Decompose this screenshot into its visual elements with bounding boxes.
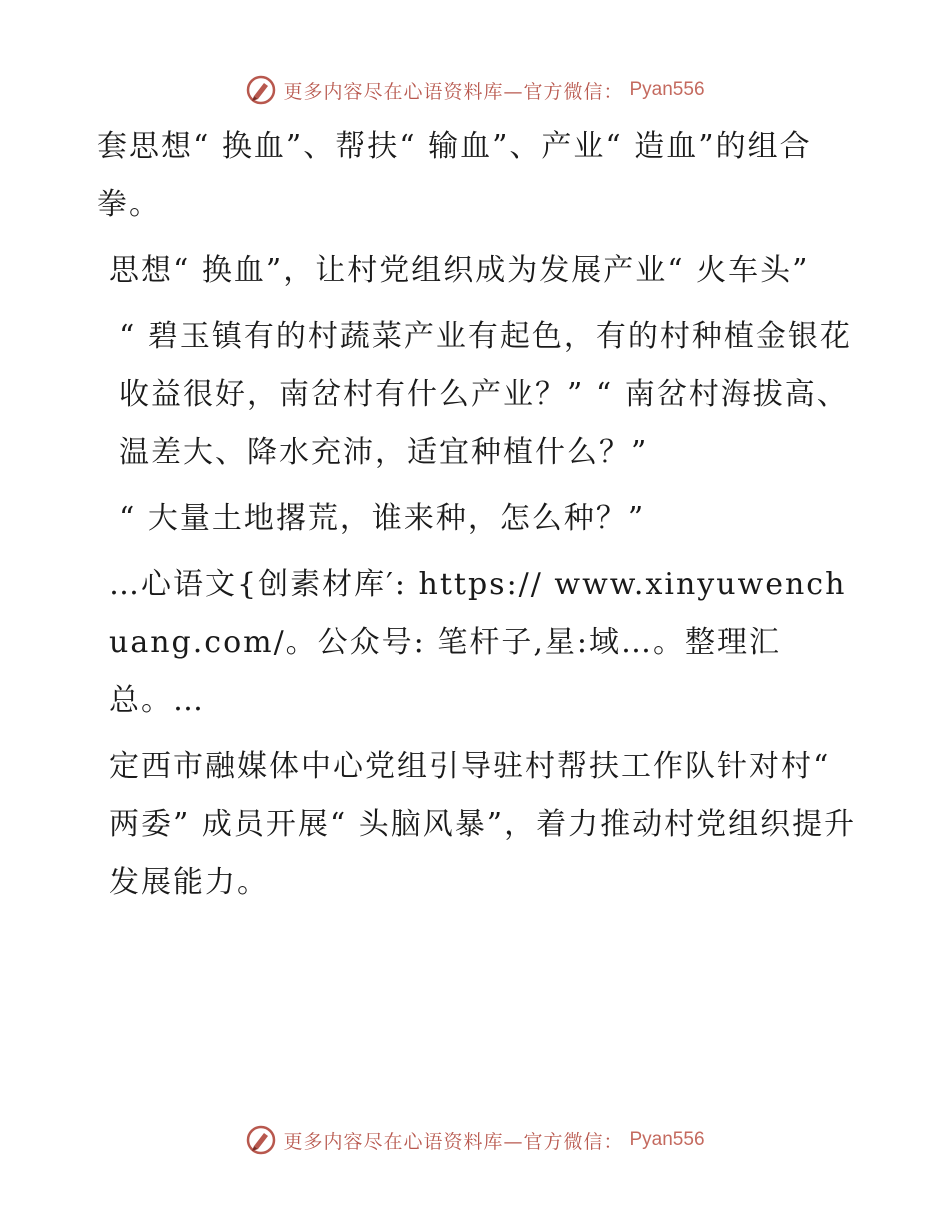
document-body [97, 118, 857, 920]
paragraph-1: 套思想“ 换血”、帮扶“ 输血”、产业“ 造血”的组合拳。 [97, 129, 812, 222]
paragraph-6: 定西市融媒体中心党组引导驻村帮扶工作队针对村“ 两委” 成员开展“ 头脑风暴”，着力推动村党组织提升发展能力。 [109, 749, 857, 900]
paragraph-4: “ 大量土地撂荒，谁来种，怎么种？” [119, 501, 646, 536]
paragraph-2: 思想“ 换血”，让村党组织成为发展产业“ 火车头” [109, 253, 810, 288]
paragraph-3: “ 碧玉镇有的村蔬菜产业有起色，有的村种植金银花收益很好，南岔村有什么产业？” “ 南岔村海拔高、温差大、降水充沛，适宜种植什么？” [119, 319, 852, 470]
pen-logo-icon [245, 1124, 277, 1156]
paragraph-5: …心语文{创素材库′: https:// www.xinyuwenchuang.com/。公众号: 笔杆子,星:域…。整理汇总。… [109, 567, 847, 718]
footer-wechat-id: Pyan556 [629, 1129, 705, 1150]
header-banner [0, 70, 950, 110]
footer-banner-text: 更多内容尽在心语资料库—官方微信： [283, 1130, 624, 1153]
footer-banner [0, 1120, 950, 1160]
pen-logo-icon [245, 74, 277, 106]
header-banner-text: 更多内容尽在心语资料库—官方微信： [283, 80, 624, 103]
header-wechat-id: Pyan556 [629, 79, 705, 100]
